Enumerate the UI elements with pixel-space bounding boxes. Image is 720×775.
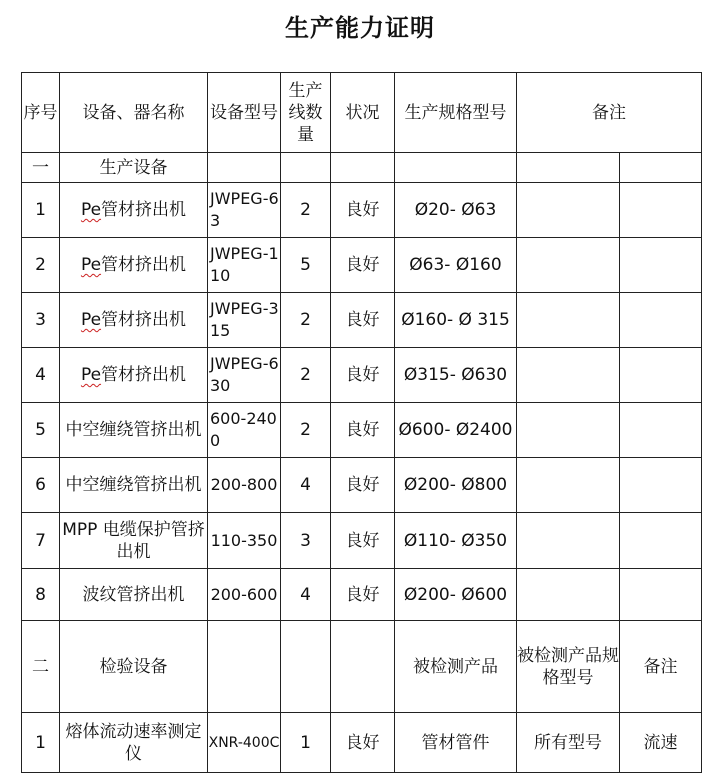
header-lines: 生产线数量 xyxy=(281,73,331,153)
row-name-text: 中空缠绕管挤出机 xyxy=(65,475,202,495)
row-name-text: 管材挤出机 xyxy=(101,255,187,275)
row-name-prefix: Pe xyxy=(80,310,102,330)
section2-remark: 备注 xyxy=(620,621,702,713)
row-spec: Ø315- Ø630 xyxy=(395,348,517,403)
row-model: JWPEG-63 xyxy=(208,183,281,238)
row-name: 熔体流动速率测定仪 xyxy=(60,713,208,773)
row-lines: 4 xyxy=(281,569,331,621)
row-name-text: 波纹管挤出机 xyxy=(82,584,185,605)
row-spec: Ø200- Ø800 xyxy=(395,458,517,513)
capacity-table xyxy=(21,72,702,773)
section-row-production xyxy=(22,153,702,183)
header-model: 设备型号 xyxy=(208,73,281,153)
row-model: JWPEG-110 xyxy=(208,238,281,293)
section1-label: 生产设备 xyxy=(60,153,208,183)
row-name-prefix: Pe xyxy=(80,255,102,275)
row-model: 600-2400 xyxy=(208,403,281,458)
row-name xyxy=(60,513,208,569)
row-name-text: 中空缠绕管挤出机 xyxy=(65,420,202,440)
row-seq: 7 xyxy=(22,513,60,569)
section2-tested-product: 被检测产品 xyxy=(395,621,517,713)
row-seq: 4 xyxy=(22,348,60,403)
row-name-text: 管材挤出机 xyxy=(101,200,187,220)
row-lines: 2 xyxy=(281,183,331,238)
row-name xyxy=(60,238,208,293)
row-name-text: MPP 电缆保护管挤出机 xyxy=(62,519,205,562)
header-name: 设备、器名称 xyxy=(60,73,208,153)
row-seq: 6 xyxy=(22,458,60,513)
row-lines: 2 xyxy=(281,293,331,348)
row-seq: 3 xyxy=(22,293,60,348)
row-status: 良好 xyxy=(331,403,395,458)
row-status: 良好 xyxy=(331,183,395,238)
row-status: 良好 xyxy=(331,713,395,773)
section1-seq: 一 xyxy=(22,153,60,183)
row-name xyxy=(60,458,208,513)
table-row xyxy=(22,713,702,773)
row-seq: 1 xyxy=(22,183,60,238)
table-row xyxy=(22,348,702,403)
header-spec: 生产规格型号 xyxy=(395,73,517,153)
row-name xyxy=(60,403,208,458)
section-row-inspection xyxy=(22,621,702,713)
row-lines: 5 xyxy=(281,238,331,293)
row-seq: 5 xyxy=(22,403,60,458)
row-status: 良好 xyxy=(331,293,395,348)
row-lines: 3 xyxy=(281,513,331,569)
page-title: 生产能力证明 xyxy=(285,13,435,42)
row-status: 良好 xyxy=(331,348,395,403)
row-status: 良好 xyxy=(331,513,395,569)
row-product: 管材管件 xyxy=(395,713,517,773)
row-name-prefix: Pe xyxy=(80,200,102,220)
row-model: JWPEG-630 xyxy=(208,348,281,403)
row-spec: Ø63- Ø160 xyxy=(395,238,517,293)
row-name xyxy=(60,348,208,403)
row-name-prefix: Pe xyxy=(80,365,102,385)
row-lines: 2 xyxy=(281,348,331,403)
table-row xyxy=(22,458,702,513)
row-spec: Ø110- Ø350 xyxy=(395,513,517,569)
row-spec: Ø20- Ø63 xyxy=(395,183,517,238)
row-name-text: 管材挤出机 xyxy=(101,310,187,330)
row-model: XNR-400C xyxy=(208,713,281,773)
row-lines: 4 xyxy=(281,458,331,513)
row-seq: 1 xyxy=(22,713,60,773)
row-status: 良好 xyxy=(331,569,395,621)
section2-label: 检验设备 xyxy=(60,621,208,713)
section2-seq: 二 xyxy=(22,621,60,713)
row-spec: Ø600- Ø2400 xyxy=(395,403,517,458)
row-status: 良好 xyxy=(331,238,395,293)
table-header-row xyxy=(22,73,702,153)
table-row xyxy=(22,513,702,569)
table-row xyxy=(22,569,702,621)
header-seq: 序号 xyxy=(22,73,60,153)
row-model: 110-350 xyxy=(208,513,281,569)
row-model: 200-800 xyxy=(208,458,281,513)
row-lines: 2 xyxy=(281,403,331,458)
table-row xyxy=(22,238,702,293)
row-name-text: 管材挤出机 xyxy=(101,365,187,385)
row-status: 良好 xyxy=(331,458,395,513)
header-status: 状况 xyxy=(331,73,395,153)
table-row xyxy=(22,183,702,238)
row-model: JWPEG-315 xyxy=(208,293,281,348)
row-spec: 所有型号 xyxy=(517,713,620,773)
table-row xyxy=(22,403,702,458)
row-model: 200-600 xyxy=(208,569,281,621)
table-row xyxy=(22,293,702,348)
section2-tested-spec: 被检测产品规格型号 xyxy=(517,621,620,713)
header-remark: 备注 xyxy=(517,73,702,153)
row-remark: 流速 xyxy=(620,713,702,773)
row-seq: 2 xyxy=(22,238,60,293)
row-spec: Ø200- Ø600 xyxy=(395,569,517,621)
row-name xyxy=(60,569,208,621)
row-spec: Ø160- Ø 315 xyxy=(395,293,517,348)
row-name xyxy=(60,183,208,238)
row-name xyxy=(60,293,208,348)
row-lines: 1 xyxy=(281,713,331,773)
row-seq: 8 xyxy=(22,569,60,621)
